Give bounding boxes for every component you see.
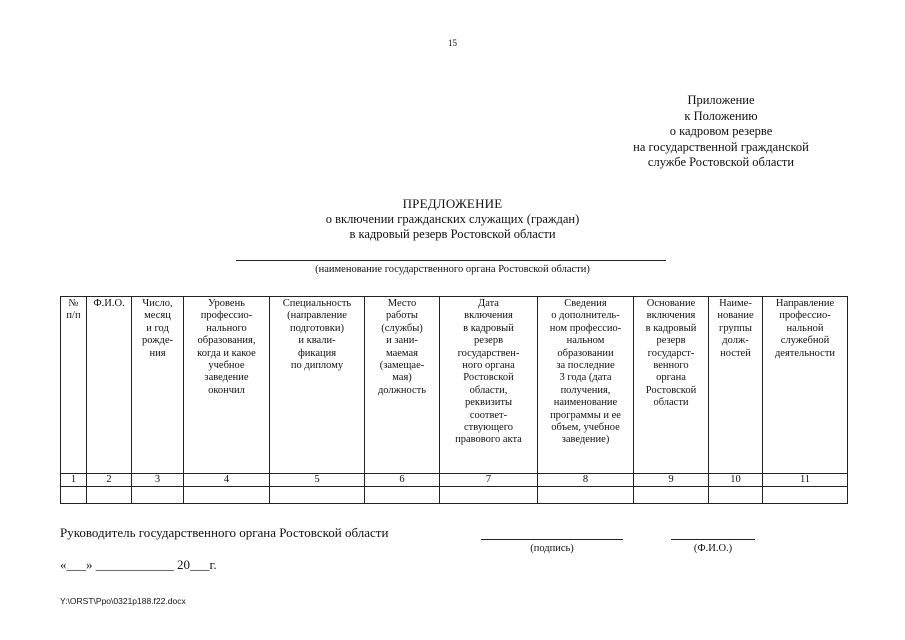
table-cell: [709, 487, 763, 504]
signature-caption: (подпись): [530, 543, 574, 554]
table-number-row: [61, 474, 848, 487]
name-line: [671, 539, 755, 540]
column-number: 6: [365, 474, 440, 487]
title-line-2: о включении гражданских служащих (граждан): [325, 211, 580, 226]
header-cell-workplace: Место работы (службы) и зани- маемая (замещае- мая) должность: [365, 297, 440, 474]
signature-line: [481, 539, 623, 540]
header-cell-additional-education: Сведения о дополнитель- ном профессио- нальном образовании за последние 3 года (дата получения, наименование программы и ее объем, учебное заведение): [538, 297, 634, 474]
column-number: 5: [270, 474, 365, 487]
file-path: Y:\ORST\Ppo\0321p188.f22.docx: [60, 596, 186, 606]
page-number: 15: [448, 38, 457, 48]
header-cell-fio: Ф.И.О.: [87, 297, 132, 474]
column-number: 11: [763, 474, 848, 487]
table-cell: [132, 487, 184, 504]
name-caption: (Ф.И.О.): [693, 543, 733, 554]
table-cell: [365, 487, 440, 504]
appendix-line: о кадровом резерве: [669, 124, 773, 138]
appendix-line: Приложение: [687, 93, 755, 107]
column-number: 8: [538, 474, 634, 487]
table-cell: [634, 487, 709, 504]
column-number: 3: [132, 474, 184, 487]
column-number: 4: [184, 474, 270, 487]
table-header-row: [61, 297, 848, 474]
appendix-line: на государственной гражданской: [633, 139, 809, 154]
title-main: ПРЕДЛОЖЕНИЕ: [402, 196, 503, 211]
header-cell-specialty: Специальность (направление подготовки) и квали- фикация по диплому: [270, 297, 365, 474]
column-number: 1: [61, 474, 87, 487]
header-cell-activity-direction: Направление профессио- нальной служебной деятельности: [763, 297, 848, 474]
header-cell-inclusion-date: Дата включения в кадровый резерв государствен- ного органа Ростовской области, реквизиты соответ- ствующего правового акта: [440, 297, 538, 474]
org-name-caption: (наименование государственного органа Ростовской области): [315, 264, 590, 275]
head-of-organ-label: Руководитель государственного органа Ростовской области: [60, 525, 389, 540]
header-cell-education: Уровень профессио- нального образования, когда и какое учебное заведение окончил: [184, 297, 270, 474]
appendix-block: [601, 93, 841, 171]
table-cell: [270, 487, 365, 504]
reserve-table: [60, 296, 848, 504]
document-title: [0, 196, 905, 243]
header-cell-number: № п/п: [61, 297, 87, 474]
appendix-line: службе Ростовской области: [647, 155, 795, 169]
column-number: 7: [440, 474, 538, 487]
date-line: «___» ____________ 20___г.: [60, 557, 217, 572]
column-number: 2: [87, 474, 132, 487]
table-cell: [184, 487, 270, 504]
header-cell-position-group: Наиме- нование группы долж- ностей: [709, 297, 763, 474]
column-number: 9: [634, 474, 709, 487]
table-cell: [440, 487, 538, 504]
table-cell: [538, 487, 634, 504]
table-cell: [763, 487, 848, 504]
org-name-line: [236, 260, 666, 261]
column-number: 10: [709, 474, 763, 487]
appendix-line: к Положению: [684, 108, 758, 123]
table-row: [61, 487, 848, 504]
title-line-3: в кадровый резерв Ростовской области: [349, 227, 556, 241]
header-cell-basis: Основание включения в кадровый резерв государст- венного органа Ростовской области: [634, 297, 709, 474]
table-cell: [87, 487, 132, 504]
table-cell: [61, 487, 87, 504]
header-cell-birthdate: Число, месяц и год рожде- ния: [132, 297, 184, 474]
